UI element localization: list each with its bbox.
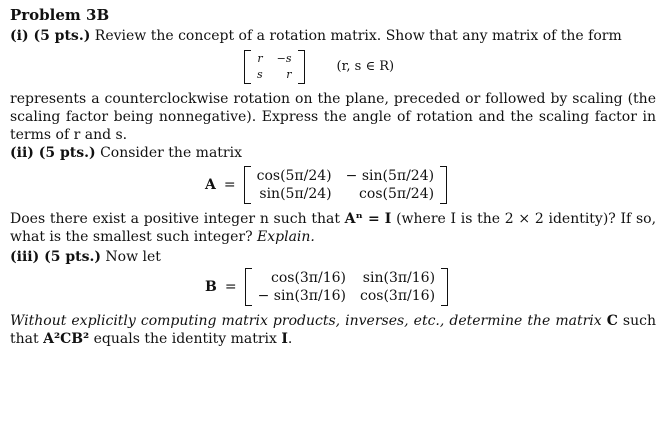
problem-title: Problem 3B — [10, 6, 110, 24]
right-bracket — [298, 50, 305, 84]
matrix-cell: s — [257, 68, 263, 81]
matrix-a — [244, 166, 447, 204]
part-iii-label: (iii) (5 pts.) — [10, 249, 101, 265]
question-end: (where I is the 2 × 2 identity)? If so, what is the smallest such integer? — [10, 211, 657, 245]
power-equation: Aⁿ = I — [344, 211, 392, 227]
part-i-label: (i) (5 pts.) — [10, 28, 91, 44]
matrix-cell: cos(5π/24) — [359, 186, 435, 202]
left-bracket — [245, 268, 252, 306]
explain-word: Explain. — [257, 229, 315, 245]
part-ii-question — [10, 210, 656, 246]
matrix-b — [245, 268, 448, 306]
identity-name: I — [281, 331, 288, 347]
rotation-form-grid — [251, 50, 298, 84]
matrix-cell: sin(5π/24) — [259, 186, 332, 202]
left-bracket — [244, 50, 251, 84]
matrix-b-grid — [252, 268, 441, 306]
rotation-form-matrix — [244, 50, 305, 84]
matrix-c-name: C — [606, 313, 618, 329]
matrix-cell: cos(3π/16) — [270, 270, 347, 286]
matrix-cell: cos(3π/16) — [360, 288, 436, 304]
part-iii-intro-text: Now let — [100, 249, 161, 265]
matrix-cell: r — [286, 68, 292, 81]
part-i-intro-text: Review the concept of a rotation matrix. Show that any matrix of the form — [90, 28, 622, 44]
matrix-a-display — [205, 166, 656, 204]
right-bracket — [440, 166, 447, 204]
matrix-cell: −s — [276, 52, 292, 65]
right-bracket — [441, 268, 448, 306]
matrix-a-name: A — [205, 177, 216, 193]
rotation-form-display — [244, 50, 656, 84]
matrix-cell: sin(3π/16) — [362, 270, 436, 286]
question-start: Does there exist a positive integer n such that — [10, 211, 345, 227]
real-condition: (r, s ∈ R) — [336, 59, 395, 74]
equals-sign: = — [223, 177, 236, 193]
instruction-text: Without explicitly computing matrix products, inverses, etc., determine the matrix — [10, 313, 607, 329]
part-ii-label: (ii) (5 pts.) — [10, 145, 96, 161]
matrix-cell: − sin(3π/16) — [257, 288, 347, 304]
part-i-intro — [10, 27, 656, 45]
instruction-mid: such that — [10, 313, 656, 347]
part-iii-instruction — [10, 312, 656, 348]
part-ii-intro — [10, 144, 656, 162]
equals-sign: = — [224, 279, 237, 295]
matrix-b-display — [205, 268, 656, 306]
matrix-a-grid — [251, 166, 440, 204]
part-ii-intro-text: Consider the matrix — [95, 145, 242, 161]
instruction-end: equals the identity matrix — [89, 331, 282, 347]
product-expression: A²CB² — [43, 331, 90, 347]
problem-page — [10, 6, 656, 348]
part-i-description: represents a counterclockwise rotation on the plane, preceded or followed by scaling (the scaling factor being nonnegative). Express the angle of rotation and the scaling factor in terms of r and s. — [10, 91, 656, 143]
period: . — [287, 331, 293, 347]
matrix-cell: − sin(5π/24) — [345, 168, 435, 184]
matrix-cell: r — [257, 52, 263, 65]
part-iii-intro — [10, 248, 656, 266]
matrix-b-name: B — [205, 279, 217, 295]
matrix-cell: cos(5π/24) — [256, 168, 332, 184]
left-bracket — [244, 166, 251, 204]
